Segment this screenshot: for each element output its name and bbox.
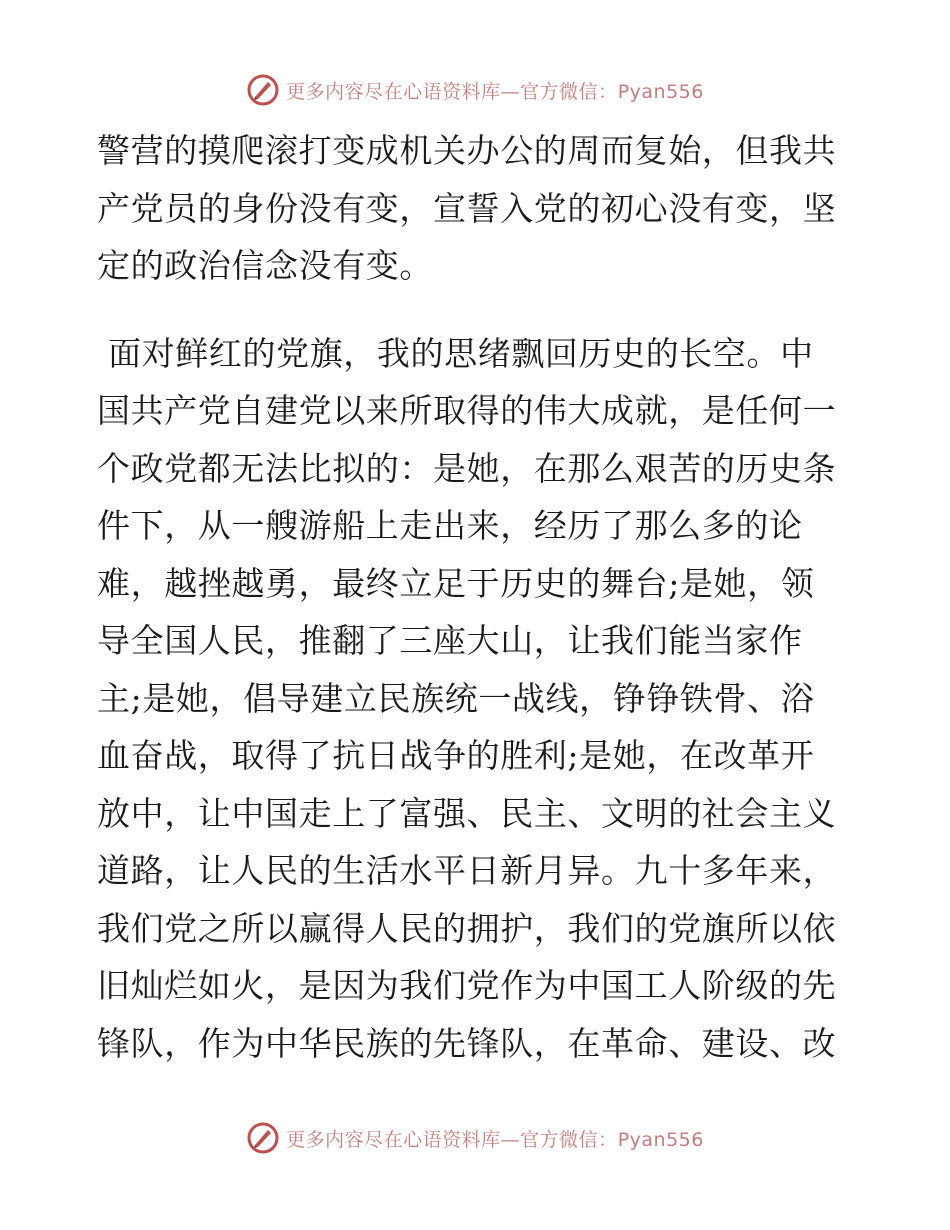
quill-logo-icon [246,1121,280,1155]
text-line: 锋队，作为中华民族的先锋队，在革命、建设、改 [97,1023,837,1063]
text-line: 血奋战，取得了抗日战争的胜利;是她，在改革开 [97,736,815,775]
watermark-contact-id: Pyan556 [617,1128,704,1151]
text-line: 件下，从一艘游船上走出来，经历了那么多的论 [97,506,803,545]
text-line: 面对鲜红的党旗，我的思绪飘回历史的长空。中 [97,333,814,373]
watermark-text [286,1125,704,1152]
text-line: 个政党都无法比拟的：是她，在那么艰苦的历史条 [97,448,837,488]
text-line: 我们党之所以赢得人民的拥护，我们的党旗所以依 [97,908,837,948]
text-line: 放中，让中国走上了富强、民主、文明的社会主义 [97,793,837,833]
document-body [97,122,853,1072]
text-line: 道路，让人民的生活水平日新月异。九十多年来， [97,851,837,890]
paragraph-gap [97,295,853,325]
text-line: 旧灿烂如火，是因为我们党作为中国工人阶级的先 [97,966,837,1005]
watermark-contact-label: 官方微信： [520,80,618,103]
text-line: 定的政治信念没有变。 [97,246,433,285]
watermark-brand: 更多内容尽在心语资料库 [286,80,501,103]
text-line: 主;是她，倡导建立民族统一战线，铮铮铁骨、浴 [97,678,815,718]
text-line: 难，越挫越勇，最终立足于历史的舞台;是她，领 [97,563,815,603]
watermark-text [286,77,704,104]
watermark-dash: — [500,1128,521,1151]
header-watermark [0,70,950,110]
footer-watermark [0,1118,950,1158]
text-line: 产党员的身份没有变，宣誓入党的初心没有变，坚 [97,188,837,228]
text-line: 国共产党自建党以来所取得的伟大成就，是任何一 [97,391,837,430]
quill-logo-icon [246,73,280,107]
watermark-brand: 更多内容尽在心语资料库 [286,1128,501,1151]
text-line: 警营的摸爬滚打变成机关办公的周而复始，但我共 [97,131,837,170]
paragraph-1 [97,122,853,295]
text-line: 导全国人民，推翻了三座大山，让我们能当家作 [97,621,803,660]
watermark-contact-id: Pyan556 [617,80,704,103]
watermark-dash: — [500,80,521,103]
watermark-contact-label: 官方微信： [520,1128,618,1151]
paragraph-2 [97,325,853,1073]
